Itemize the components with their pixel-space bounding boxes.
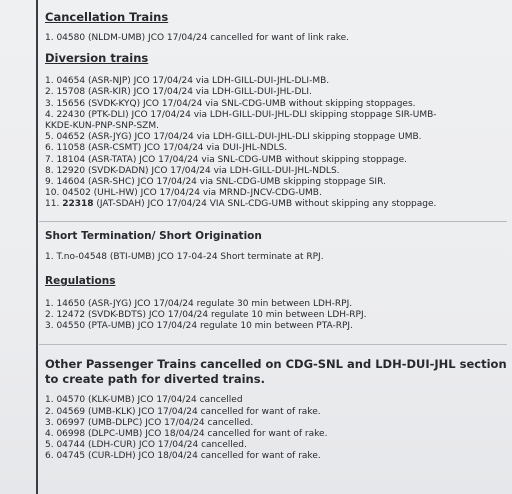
cancellation-heading: Cancellation Trains: [45, 10, 169, 24]
short-termination-section: [45, 228, 507, 263]
other-cancellation-item: 6. 04745 (CUR-LDH) JCO 18/04/24 cancelled for want of rake.: [45, 451, 321, 462]
diversion-item: 8. 12920 (SVDK-DADN) JCO 17/04/24 via LDH-GILL-DUI-JHL-NDLS.: [45, 165, 340, 176]
short-termination-item: 1. T.no-04548 (BTI-UMB) JCO 17-04-24 Short terminate at RPJ.: [45, 251, 324, 262]
regulation-item: 1. 14650 (ASR-JYG) JCO 17/04/24 regulate 30 min between LDH-RPJ.: [45, 298, 353, 309]
diversion-item-continuation: KKDE-KUN-PNP-SNP-SZM.: [45, 121, 159, 132]
diversion-item-11-prefix: 11.: [45, 199, 63, 210]
diversion-item: 4. 22430 (PTK-DLI) JCO 17/04/24 via LDH-GILL-DUI-JHL-DLI skipping stoppage SIR-UMB-: [45, 109, 437, 120]
regulations-section: [45, 273, 507, 333]
diversion-item: 10. 04502 (UHL-HW) JCO 17/04/24 via MRND-JNCV-CDG-UMB.: [45, 188, 322, 199]
short-termination-heading: Short Termination/ Short Origination: [45, 229, 262, 242]
diversion-item-11-train-no: 22318: [62, 199, 94, 210]
document-body: [45, 9, 507, 463]
other-cancellation-item: 2. 04569 (UMB-KLK) JCO 17/04/24 cancelled for want of rake.: [45, 406, 321, 417]
regulations-heading: Regulations: [45, 274, 116, 287]
left-margin-rule: [36, 0, 38, 494]
diversion-item: 1. 04654 (ASR-NJP) JCO 17/04/24 via LDH-GILL-DUI-JHL-DLI-MB.: [45, 76, 330, 87]
other-cancellation-item: 3. 06997 (UMB-DLPC) JCO 17/04/24 cancelled.: [45, 417, 254, 428]
other-cancellation-item: 1. 04570 (KLK-UMB) JCO 17/04/24 cancelled: [45, 395, 243, 406]
diversion-item: 3. 15656 (SVDK-KYQ) JCO 17/04/24 via SNL-CDG-UMB without skipping stoppages.: [45, 98, 416, 109]
regulation-item: 2. 12472 (SVDK-BDTS) JCO 17/04/24 regulate 10 min between LDH-RPJ.: [45, 310, 367, 321]
other-cancellations-section: [45, 357, 507, 462]
diversion-item-11-rest: (JAT-SDAH) JCO 17/04/24 VIA SNL-CDG-UMB without skipping any stoppage.: [93, 199, 437, 210]
other-cancellation-item: 5. 04744 (LDH-CUR) JCO 17/04/24 cancelled.: [45, 440, 247, 451]
diversion-item-11: [45, 199, 507, 210]
diversion-item: 5. 04652 (ASR-JYG) JCO 17/04/24 via LDH-GILL-DUI-JHL-DLI skipping stoppage UMB.: [45, 132, 422, 143]
diversion-item: 2. 15708 (ASR-KIR) JCO 17/04/24 via LDH-GILL-DUI-JHL-DLI.: [45, 87, 312, 98]
regulation-item: 3. 04550 (PTA-UMB) JCO 17/04/24 regulate 10 min between PTA-RPJ.: [45, 321, 353, 332]
cancellation-section: [45, 9, 507, 44]
other-cancellations-heading-line1: Other Passenger Trains cancelled on CDG-SNL and LDH-DUI-JHL section: [45, 357, 507, 372]
diversion-section: [45, 50, 507, 210]
cancellation-item: 1. 04580 (NLDM-UMB) JCO 17/04/24 cancelled for want of link rake.: [45, 33, 349, 43]
other-cancellations-heading-line2: to create path for diverted trains.: [45, 372, 265, 387]
diversion-item: 6. 11058 (ASR-CSMT) JCO 17/04/24 via DUI-JHL-NDLS.: [45, 143, 288, 154]
other-cancellation-item: 4. 06998 (DLPC-UMB) JCO 18/04/24 cancelled for want of rake.: [45, 429, 328, 440]
diversion-heading: Diversion trains: [45, 51, 149, 66]
diversion-item: 7. 18104 (ASR-TATA) JCO 17/04/24 via SNL-CDG-UMB without skipping stoppage.: [45, 154, 408, 165]
diversion-item: 9. 14604 (ASR-SHC) JCO 17/04/24 via SNL-CDG-UMB skipping stoppage SIR.: [45, 177, 386, 188]
